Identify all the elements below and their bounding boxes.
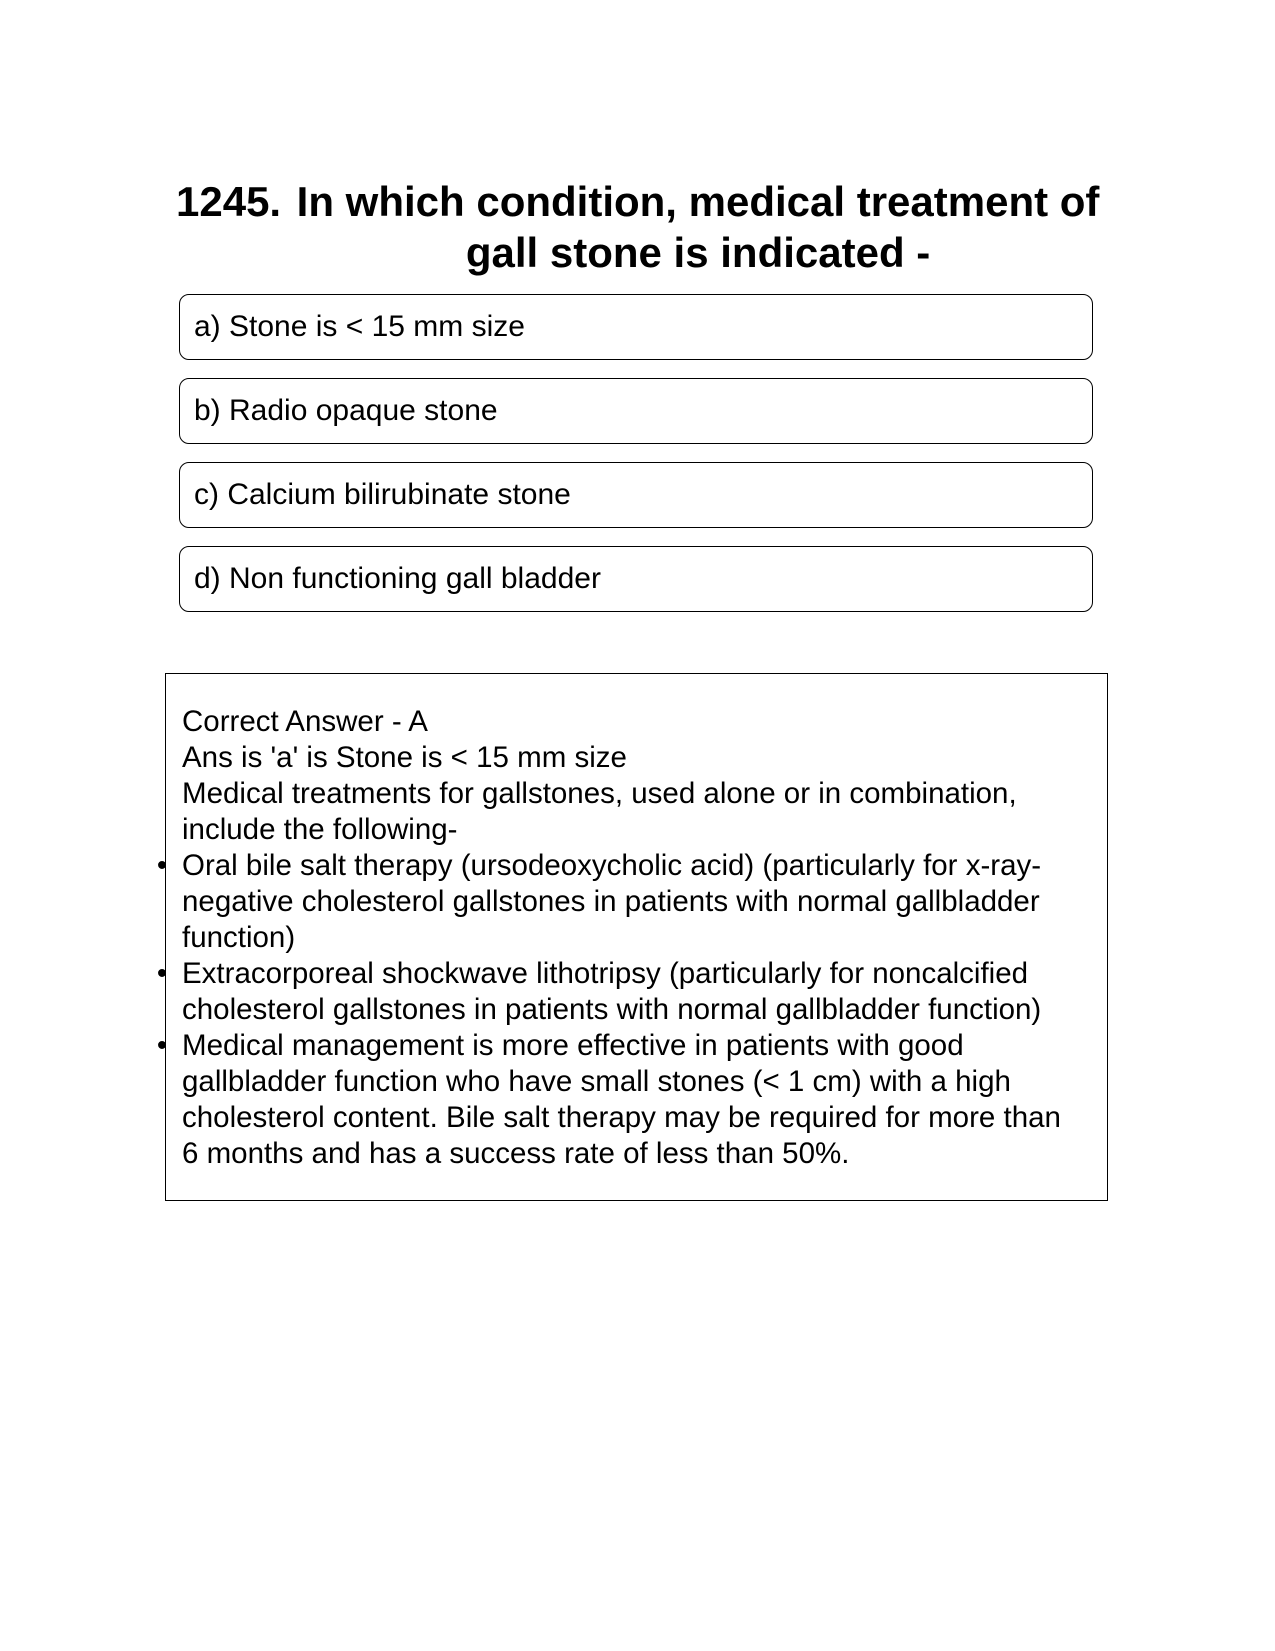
option-d[interactable]: d) Non functioning gall bladder — [179, 546, 1093, 612]
question-text: In which condition, medical treatment of gall stone is indicated - — [296, 178, 1100, 276]
question-heading — [176, 176, 1104, 278]
answer-explanation: Ans is 'a' is Stone is < 15 mm size — [182, 741, 627, 774]
option-b[interactable]: b) Radio opaque stone — [179, 378, 1093, 444]
list-item — [156, 1028, 1082, 1172]
bullet-icon: • — [156, 849, 168, 882]
bullet-text: Medical management is more effective in patients with good gallbladder function who have small stones (< 1 cm) with a high cholesterol content. Bile salt therapy may be required for more than 6 months and has a success rate of less than 50%. — [182, 1029, 1061, 1170]
bullet-icon: • — [156, 1029, 168, 1062]
question-number: 1245. — [176, 178, 282, 225]
correct-answer: Correct Answer - A — [182, 705, 428, 738]
bullet-text: Oral bile salt therapy (ursodeoxycholic acid) (particularly for x-ray-negative cholesterol gallstones in patients with normal gallbladder function) — [182, 849, 1042, 954]
answer-content — [156, 704, 1082, 1172]
bullet-icon: • — [156, 957, 168, 990]
option-a[interactable]: a) Stone is < 15 mm size — [179, 294, 1093, 360]
bullet-text: Extracorporeal shockwave lithotripsy (particularly for noncalcified cholesterol gallstones in patients with normal gallbladder function) — [182, 957, 1042, 1026]
list-item — [156, 848, 1082, 956]
option-c[interactable]: c) Calcium bilirubinate stone — [179, 462, 1093, 528]
options-list — [179, 294, 1093, 630]
answer-box — [156, 673, 1108, 1201]
answer-intro: Medical treatments for gallstones, used alone or in combination, include the following- — [182, 777, 1017, 846]
list-item — [156, 956, 1082, 1028]
answer-bullets — [156, 848, 1082, 1172]
